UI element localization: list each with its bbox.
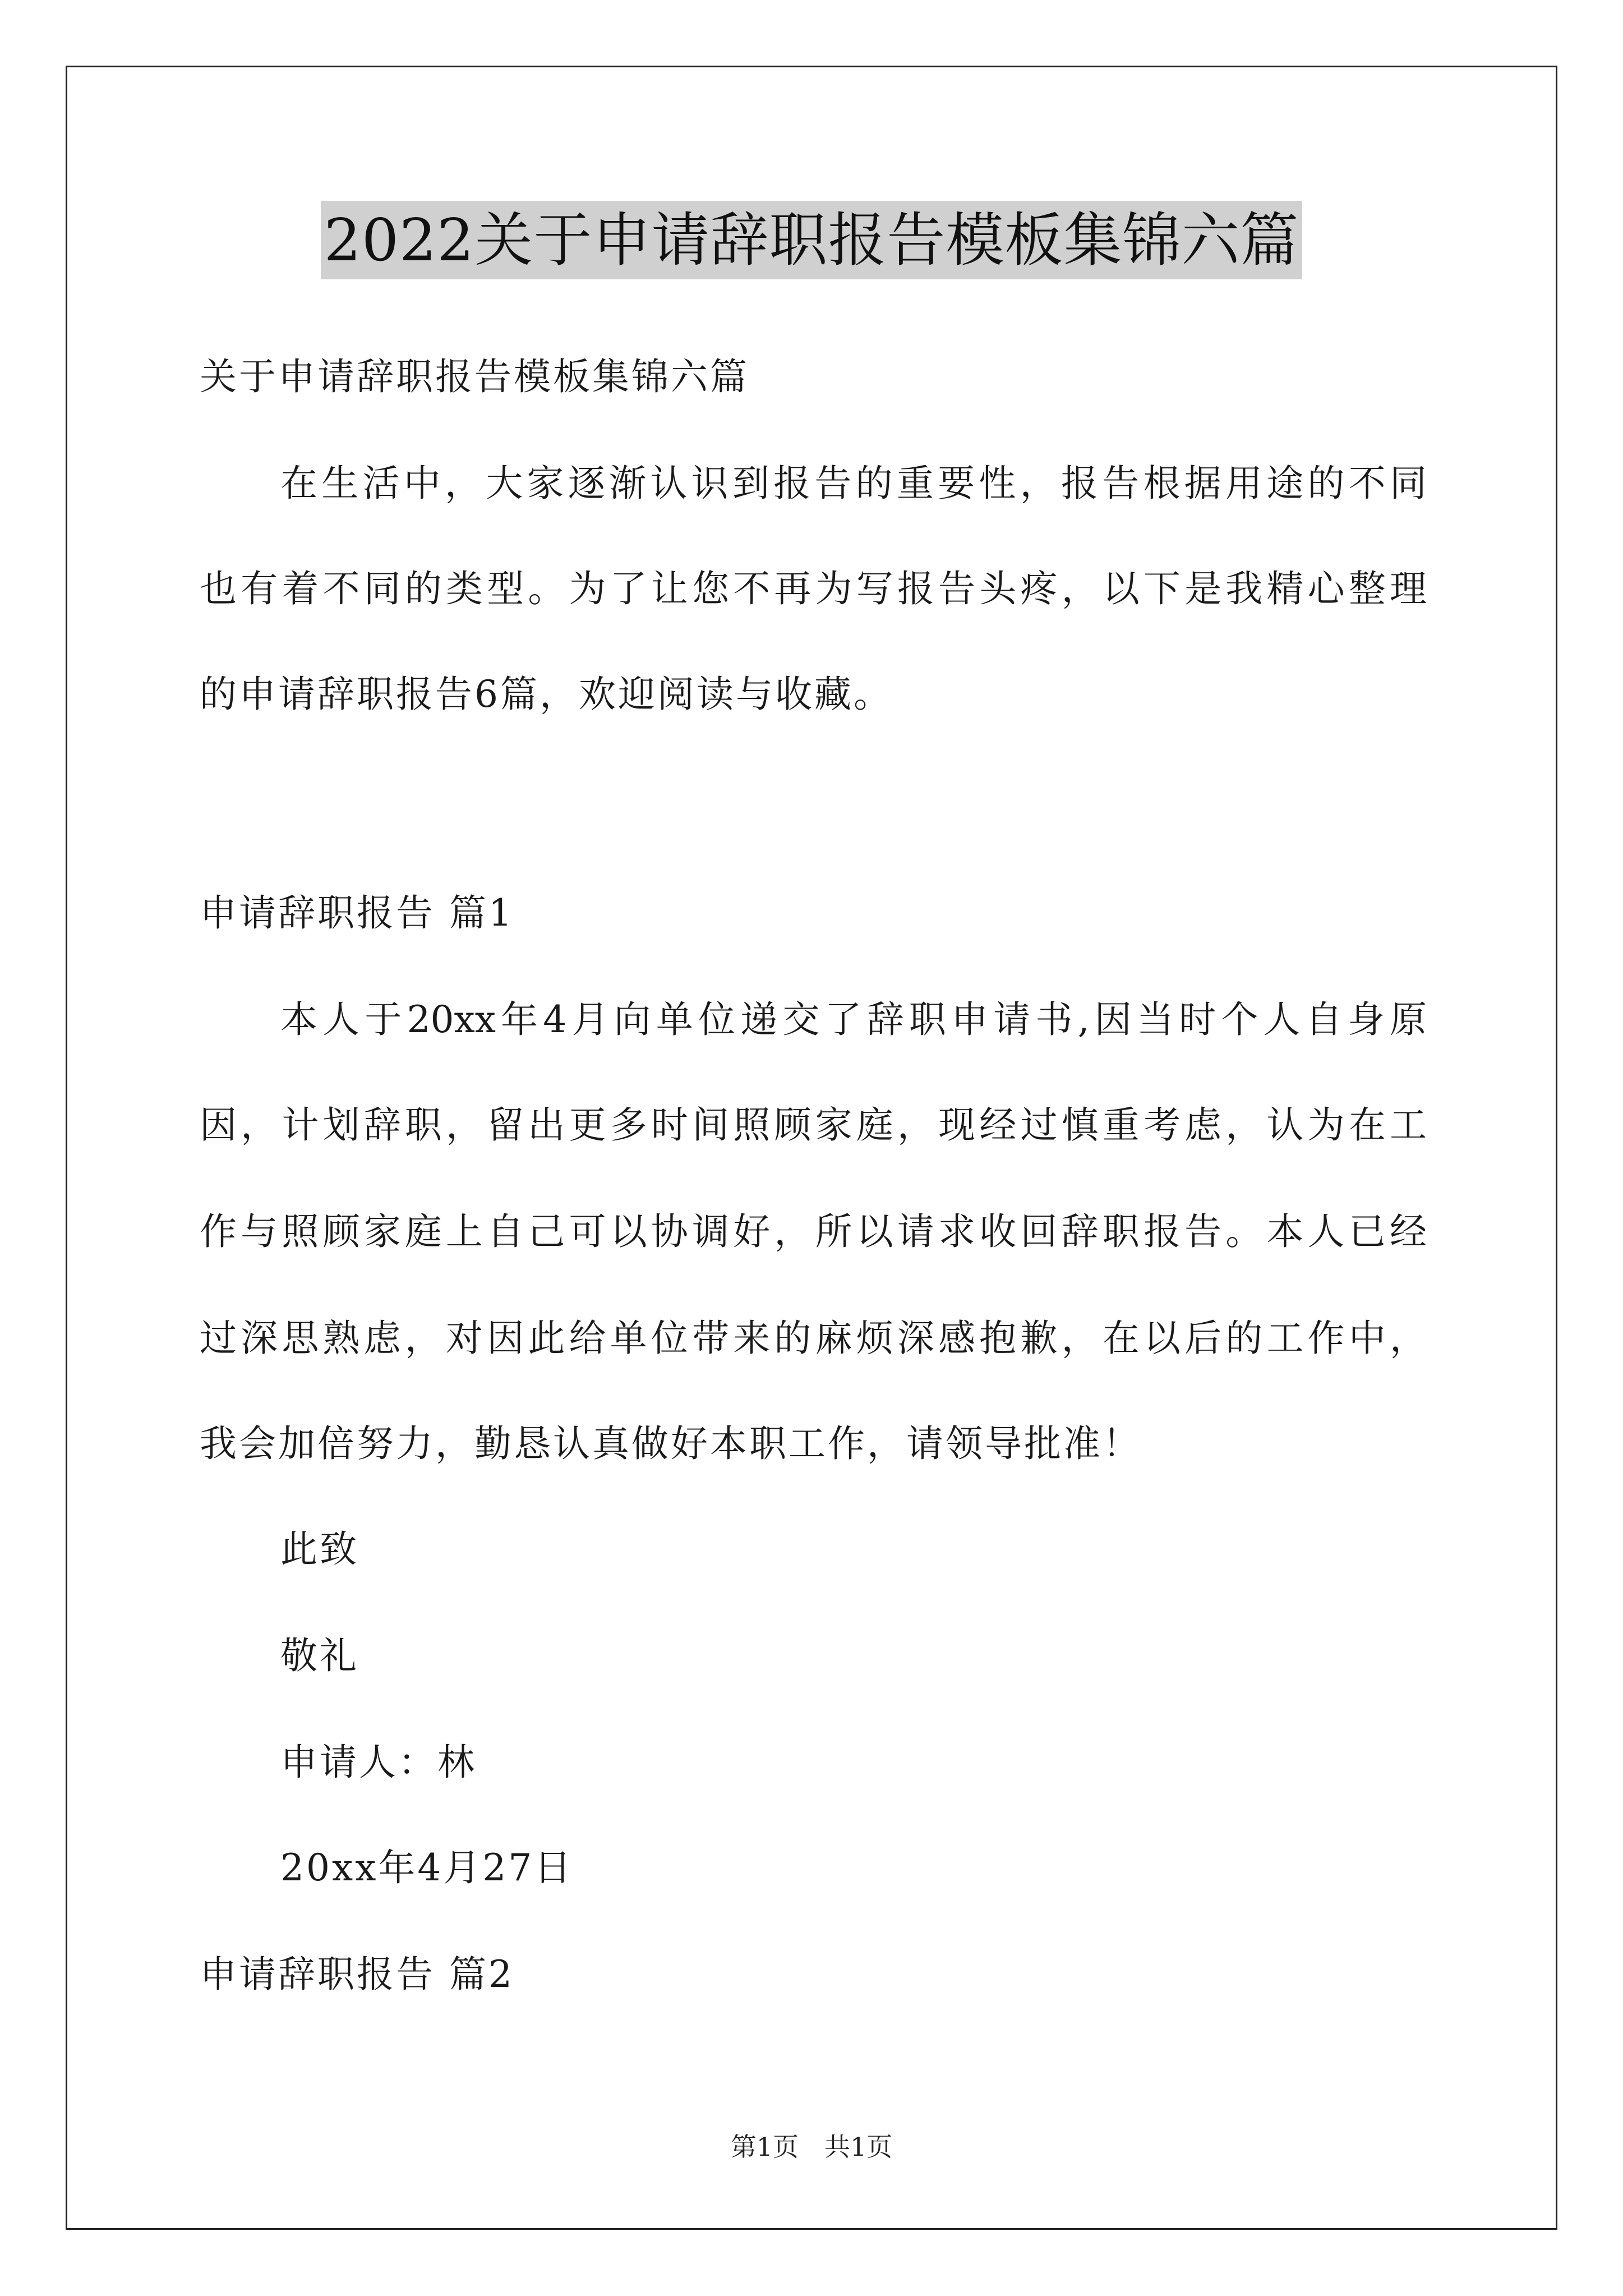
letter-date: 20xx年4月27日 (280, 1846, 574, 1889)
intro-line: 也有着不同的类型。为了让您不再为写报告头疼，以下是我精心整理 (200, 567, 1427, 610)
intro-line: 的申请辞职报告6篇，欢迎阅读与收藏。 (200, 673, 893, 716)
section-heading: 申请辞职报告 篇1 (200, 891, 514, 935)
section-heading: 申请辞职报告 篇2 (200, 1953, 514, 1996)
closing-salutation: 此致 (280, 1527, 359, 1571)
body-line: 我会加倍努力，勤恳认真做好本职工作，请领导批准！ (200, 1422, 1142, 1465)
title-container (0, 201, 1623, 279)
applicant-signature: 申请人：林 (280, 1741, 477, 1784)
body-line: 本人于20xx年4月向单位递交了辞职申请书,因当时个人自身原 (280, 998, 1427, 1041)
body-line: 作与照顾家庭上自己可以协调好，所以请求收回辞职报告。本人已经 (200, 1210, 1427, 1253)
document-title: 2022关于申请辞职报告模板集锦六篇 (321, 201, 1303, 279)
closing-regards: 敬礼 (280, 1634, 359, 1677)
body-line: 过深思熟虑，对因此给单位带来的麻烦深感抱歉，在以后的工作中， (200, 1317, 1427, 1360)
intro-line: 在生活中，大家逐渐认识到报告的重要性，报告根据用途的不同 (280, 462, 1427, 505)
page-number: 第1页 共1页 (730, 2132, 893, 2162)
document-subtitle: 关于申请辞职报告模板集锦六篇 (200, 355, 749, 398)
body-line: 因，计划辞职，留出更多时间照顾家庭，现经过慎重考虑，认为在工 (200, 1103, 1427, 1147)
